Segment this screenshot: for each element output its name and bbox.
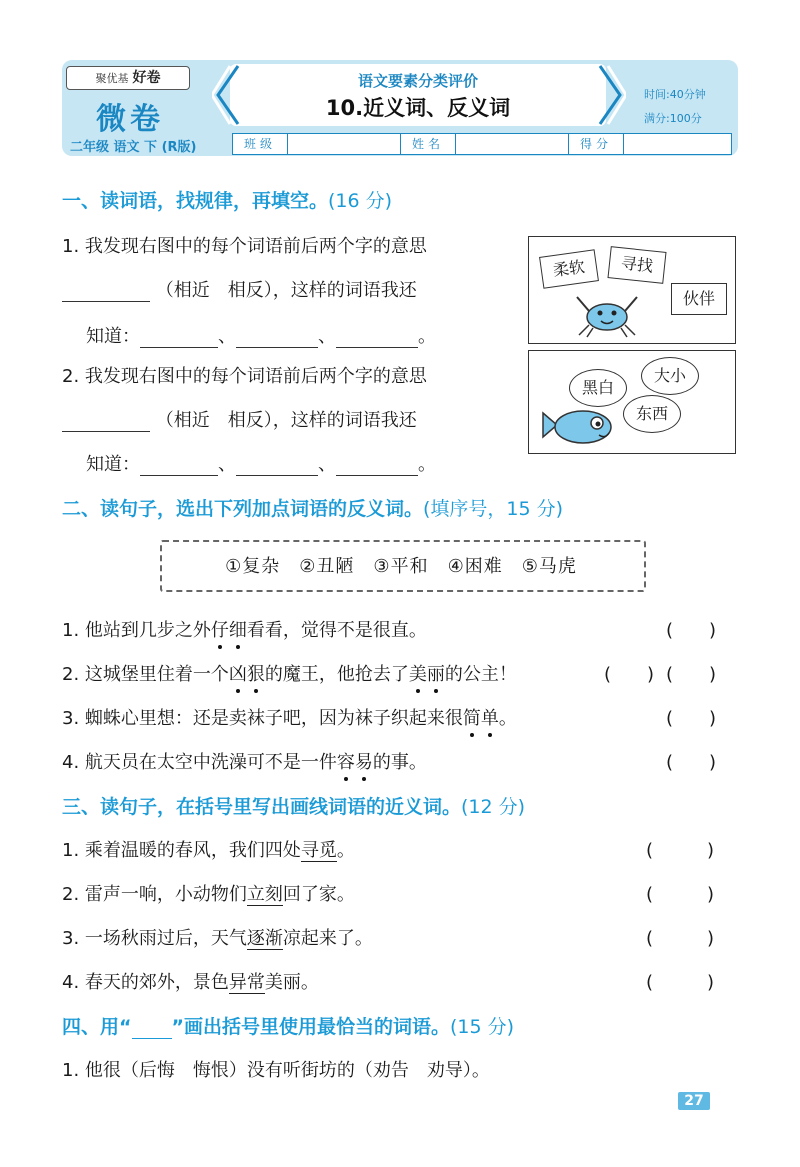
fish-illustration: [528, 350, 736, 454]
emphasis-dot-char: 美: [409, 660, 427, 686]
subtitle: 语文要素分类评价: [357, 72, 478, 90]
answer-paren[interactable]: ( ): [646, 928, 715, 949]
answer-paren[interactable]: ( ): [646, 884, 715, 905]
s1-q1-line2: （相近 相反），这样的词语我还: [62, 276, 417, 302]
page-number: 27: [678, 1092, 710, 1110]
answer-paren[interactable]: ( ): [666, 620, 717, 641]
crab-illustration: [528, 236, 736, 344]
s2-q2: 2. 这城堡里住着一个凶狠的魔王，他抢去了美丽的公主！: [62, 660, 517, 686]
word-bubble: 大小: [641, 357, 699, 395]
emphasis-dot-char: 丽: [427, 660, 445, 686]
word-card: 伙伴: [671, 283, 727, 315]
score-field[interactable]: 得分: [569, 134, 736, 154]
emphasis-dot-char: 狠: [247, 660, 265, 686]
answer-paren[interactable]: ( ): [646, 972, 715, 993]
answer-blank[interactable]: [62, 413, 150, 432]
series-title: 微卷: [96, 102, 164, 137]
s2-q3: 3. 蜘蛛心里想：还是卖袜子吧，因为袜子织起来很简单。: [62, 704, 517, 730]
fish-icon: [539, 403, 619, 449]
dotted-word: [229, 664, 265, 685]
answer-options: ①复杂 ②丑陋 ③平和 ④困难 ⑤马虎: [225, 556, 577, 577]
answer-blank[interactable]: [336, 457, 418, 476]
emphasis-dot-char: 容: [337, 748, 355, 774]
section-1-heading: 一、读词语，找规律，再填空。(16 分): [62, 190, 393, 212]
emphasis-dot-char: 仔: [211, 616, 229, 642]
dotted-word: [463, 708, 499, 729]
s4-q1: 1. 他很（后悔 悔恨）没有听街坊的（劝告 劝导）。: [62, 1060, 490, 1081]
class-field[interactable]: 班级: [233, 134, 401, 154]
s3-q1: 1. 乘着温暖的春风，我们四处寻觅。: [62, 840, 355, 861]
word-bubble: 黑白: [569, 369, 627, 407]
brand-logo: 聚优基 好卷: [66, 66, 190, 90]
answer-blank[interactable]: [236, 329, 318, 348]
underlined-word: 逐渐: [246, 928, 283, 949]
section-4-heading: 四、用“ ”画出括号里使用最恰当的词语。(15 分): [62, 1016, 515, 1038]
answer-blank[interactable]: [236, 457, 318, 476]
emphasis-dot-char: 单: [481, 704, 499, 730]
answer-blank[interactable]: [140, 457, 218, 476]
grade-label: 二年级 语文 下 (R版): [70, 140, 197, 155]
crab-icon: [567, 281, 647, 339]
dotted-word: [409, 664, 445, 685]
s1-q1-line3: 知道： 、 、 。: [86, 326, 436, 347]
emphasis-dot-char: 细: [229, 616, 247, 642]
s1-q2-line1: 2. 我发现右图中的每个词语前后两个字的意思: [62, 366, 427, 387]
underlined-word: 立刻: [246, 884, 283, 905]
name-field[interactable]: 姓名: [401, 134, 569, 154]
word-card: 柔软: [539, 249, 599, 288]
s2-q1: 1. 他站到几步之外仔细看看，觉得不是很直。: [62, 616, 427, 642]
student-info-fields: [232, 133, 732, 155]
dotted-word: [211, 620, 247, 641]
underlined-word: 异常: [228, 972, 265, 993]
s1-q2-line2: （相近 相反），这样的词语我还: [62, 406, 417, 432]
full-score: 满分:100分: [644, 112, 702, 125]
answer-paren[interactable]: ( ): [646, 840, 715, 861]
underline-sample: [132, 1022, 172, 1039]
s1-q1-line1: 1. 我发现右图中的每个词语前后两个字的意思: [62, 236, 427, 257]
s3-q3: 3. 一场秋雨过后，天气逐渐凉起来了。: [62, 928, 373, 949]
answer-blank[interactable]: [140, 329, 218, 348]
s1-q2-line3: 知道： 、 、 。: [86, 454, 436, 475]
word-card: 寻找: [607, 246, 666, 284]
answer-blank[interactable]: [62, 283, 150, 302]
page-title: 10.近义词、反义词: [325, 96, 511, 120]
answer-paren[interactable]: ( ): [666, 752, 717, 773]
answer-paren[interactable]: ( ): [604, 664, 655, 685]
answer-blank[interactable]: [336, 329, 418, 348]
dotted-word: [337, 752, 373, 773]
s2-q4: 4. 航天员在太空中洗澡可不是一件容易的事。: [62, 748, 427, 774]
emphasis-dot-char: 凶: [229, 660, 247, 686]
s3-q2: 2. 雷声一响，小动物们立刻回了家。: [62, 884, 355, 905]
underlined-word: 寻觅: [300, 840, 337, 861]
emphasis-dot-char: 简: [463, 704, 481, 730]
answer-paren[interactable]: ( ): [666, 664, 717, 685]
s3-q4: 4. 春天的郊外，景色异常美丽。: [62, 972, 319, 993]
worksheet-header: [62, 60, 738, 156]
answer-paren[interactable]: ( ): [666, 708, 717, 729]
word-bubble: 东西: [623, 395, 681, 433]
section-3-heading: 三、读句子，在括号里写出画线词语的近义词。(12 分): [62, 796, 526, 818]
emphasis-dot-char: 易: [355, 748, 373, 774]
time-limit: 时间:40分钟: [644, 88, 706, 101]
section-2-heading: 二、读句子，选出下列加点词语的反义词。(填序号，15 分): [62, 498, 564, 520]
